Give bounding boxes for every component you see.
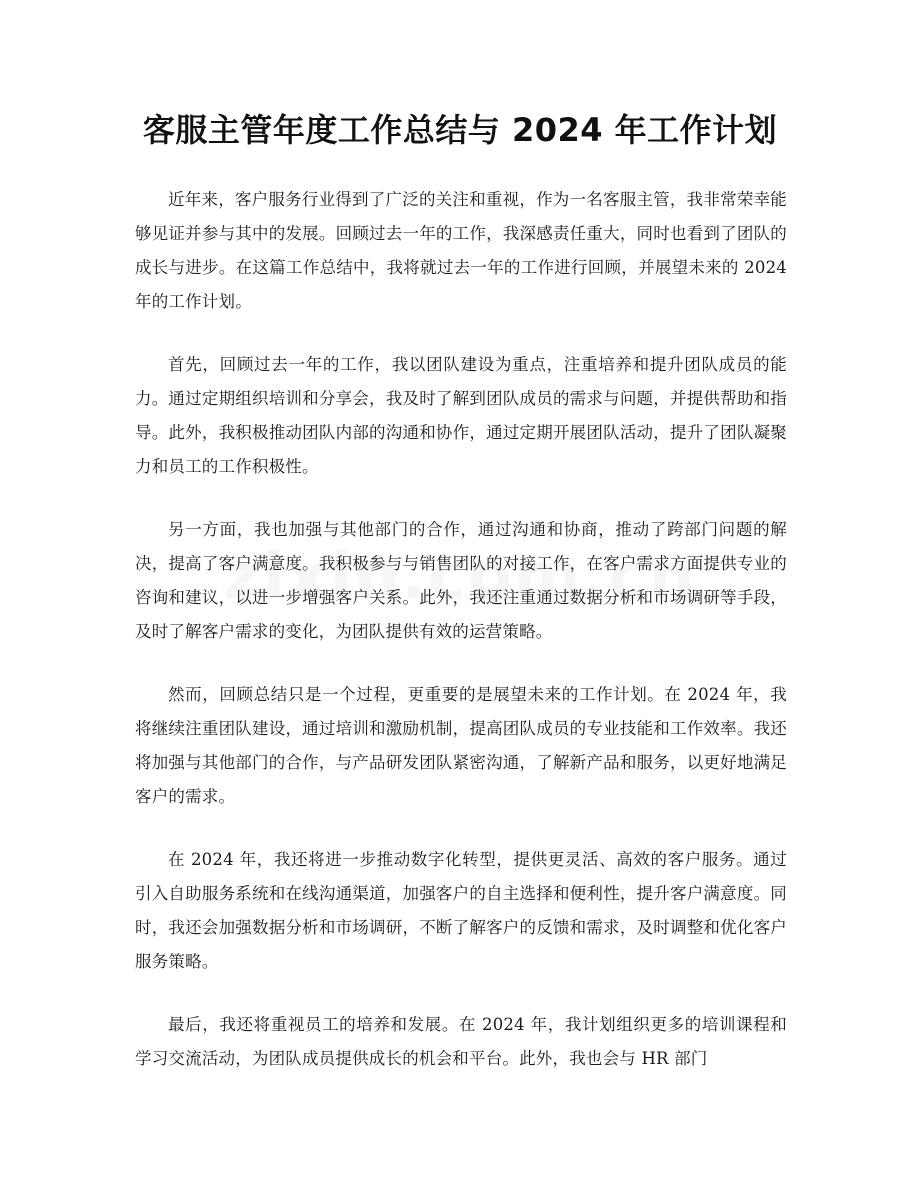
document-title: 客服主管年度工作总结与 2024 年工作计划 <box>142 111 778 149</box>
paragraph-future-plan: 然而，回顾总结只是一个过程，更重要的是展望未来的工作计划。在 2024 年，我将继续注重团队建设，通过培训和激励机制，提高团队成员的专业技能和工作效率。我还将加强与其他部门的合作，与产品研发团队紧密沟通，了解新产品和服务，以更好地满足客户的需求。 <box>135 685 787 806</box>
paragraph-intro: 近年来，客户服务行业得到了广泛的关注和重视，作为一名客服主管，我非常荣幸能够见证并参与其中的发展。回顾过去一年的工作，我深感责任重大，同时也看到了团队的成长与进步。在这篇工作总结中，我将就过去一年的工作进行回顾，并展望未来的 2024 年的工作计划。 <box>135 190 787 311</box>
paragraph-team-building: 首先，回顾过去一年的工作，我以团队建设为重点，注重培养和提升团队成员的能力。通过定期组织培训和分享会，我及时了解到团队成员的需求与问题，并提供帮助和指导。此外，我积极推动团队内部的沟通和协作，通过定期开展团队活动，提升了团队凝聚力和员工的工作积极性。 <box>135 355 787 476</box>
paragraph-cross-department: 另一方面，我也加强与其他部门的合作，通过沟通和协商，推动了跨部门问题的解决，提高了客户满意度。我积极参与与销售团队的对接工作，在客户需求方面提供专业的咨询和建议，以进一步增强客户关系。此外，我还注重通过数据分析和市场调研等手段，及时了解客户需求的变化，为团队提供有效的运营策略。 <box>135 520 787 641</box>
document-body <box>135 183 787 1105</box>
paragraph-digital-transformation: 在 2024 年，我还将进一步推动数字化转型，提供更灵活、高效的客户服务。通过引入自助服务系统和在线沟通渠道，加强客户的自主选择和便利性，提升客户满意度。同时，我还会加强数据分析和市场调研，不断了解客户的反馈和需求，及时调整和优化客户服务策略。 <box>135 850 787 971</box>
paragraph-employee-development: 最后，我还将重视员工的培养和发展。在 2024 年，我计划组织更多的培训课程和学习交流活动，为团队成员提供成长的机会和平台。此外，我也会与 HR 部门 <box>135 1015 787 1068</box>
